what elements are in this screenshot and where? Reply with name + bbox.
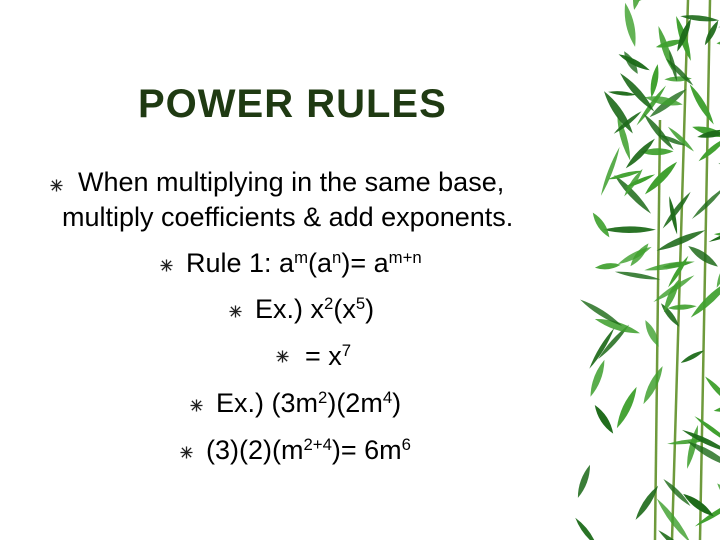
bamboo-leaf [642, 319, 662, 349]
bamboo-leaf [662, 477, 693, 508]
bullet-text-line-1: When multiplying in the same base, [78, 167, 505, 197]
rule-1-sup-m-plus-n: m+n [388, 247, 422, 267]
example-2-result-sup-2-plus-4: 2+4 [303, 434, 332, 454]
example-1-suffix: ) [365, 294, 375, 324]
bamboo-leaf [590, 211, 612, 240]
bamboo-leaf [713, 401, 720, 415]
bamboo-leaf [687, 82, 717, 126]
bamboo-leaf [703, 375, 720, 407]
bamboo-leaf [662, 0, 679, 1]
example-1-line [255, 293, 374, 325]
bamboo-leaf [716, 37, 720, 47]
bullet-text-line-2: multiply coefficients & add exponents. [62, 202, 514, 232]
bamboo-leaf [702, 19, 720, 46]
bamboo-leaf [587, 359, 608, 399]
bamboo-leaf [592, 403, 616, 436]
example-2-suffix: ) [392, 388, 402, 418]
example-2-sup-2: 2 [318, 387, 328, 407]
bamboo-leaf [667, 304, 697, 311]
bamboo-leaf [686, 243, 720, 270]
rule-1-sup-n: n [332, 247, 342, 267]
rule-1-line [186, 247, 422, 279]
bamboo-leaf [630, 0, 645, 11]
bamboo-leaf [599, 146, 622, 197]
bamboo-leaf [644, 259, 695, 273]
bamboo-leaf [614, 269, 660, 281]
example-2-result-sup-6: 6 [401, 434, 411, 454]
example-1-result-line [305, 340, 351, 372]
asterisk-bullet-icon [190, 399, 203, 412]
bamboo-leaf [636, 0, 677, 4]
example-1-mid: (x [333, 294, 356, 324]
bamboo-leaf [613, 385, 640, 430]
example-1-result-sup-7: 7 [341, 340, 352, 360]
bamboo-leaf [656, 528, 694, 540]
example-1-sup-5: 5 [355, 293, 366, 313]
bamboo-leaf [621, 2, 639, 48]
rule-1-prefix: Rule 1: a [186, 248, 295, 278]
asterisk-bullet-icon [276, 350, 289, 363]
bamboo-leaves-decoration [560, 0, 720, 540]
bamboo-leaf [680, 348, 705, 364]
example-2-result-mid: )= 6m [331, 435, 402, 465]
bamboo-leaf [681, 491, 716, 519]
bamboo-leaf [575, 464, 593, 499]
bamboo-leaf [680, 13, 720, 23]
asterisk-bullet-icon [50, 179, 63, 192]
bamboo-leaf [603, 226, 656, 233]
example-2-result-line [206, 434, 411, 466]
slide-title: POWER RULES [138, 82, 447, 126]
asterisk-bullet-icon [180, 446, 193, 459]
rule-1-sup-m: m [294, 247, 309, 267]
example-2-mid: )(2m [327, 388, 383, 418]
bamboo-leaf [640, 364, 666, 405]
bamboo-leaf [595, 262, 622, 271]
example-1-prefix: Ex.) x [255, 294, 325, 324]
example-1-sup-2: 2 [324, 293, 334, 313]
example-2-sup-4: 4 [382, 387, 393, 407]
asterisk-bullet-icon [160, 259, 173, 272]
bamboo-leaf [664, 57, 695, 88]
example-1-result-prefix: = x [305, 341, 342, 371]
bamboo-leaf [579, 297, 624, 328]
example-2-prefix: Ex.) (3m [216, 388, 319, 418]
bamboo-leaf [594, 315, 641, 337]
example-2-result-prefix: (3)(2)(m [206, 435, 304, 465]
example-2-line [216, 387, 401, 419]
bamboo-leaf [667, 196, 679, 235]
rule-1-mid-1: (a [308, 248, 333, 278]
bamboo-leaf [573, 516, 599, 540]
rule-1-mid-2: )= a [341, 248, 389, 278]
asterisk-bullet-icon [229, 305, 242, 318]
